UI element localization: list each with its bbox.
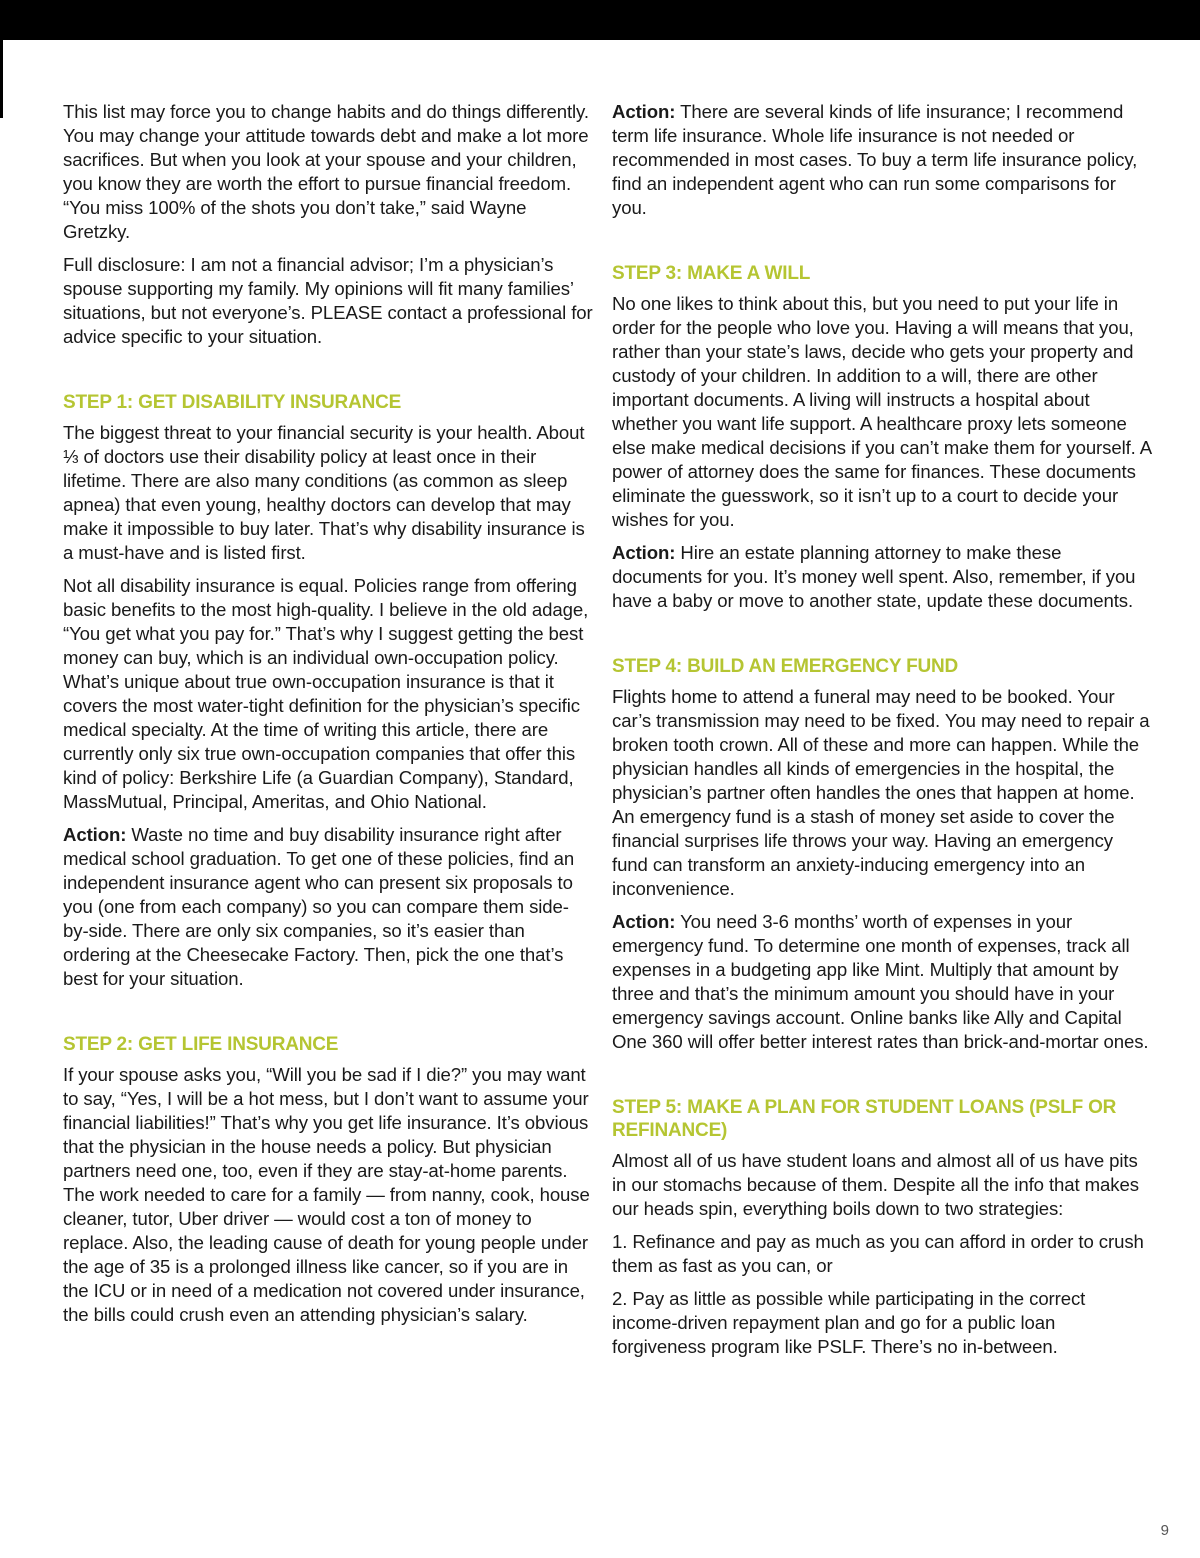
left-column [63, 100, 593, 1336]
step1-action-paragraph [63, 823, 593, 991]
step3-action-text: Hire an estate planning attorney to make these documents for you. It’s money well spent. Also, remember, if you have a baby or move to another state, update these documents. [612, 542, 1136, 611]
step5-option-1: 1. Refinance and pay as much as you can afford in order to crush them as fast as you can, or [612, 1231, 1144, 1276]
step2-heading: STEP 2: GET LIFE INSURANCE [63, 1034, 339, 1055]
step2-action-text: There are several kinds of life insurance; I recommend term life insurance. Whole life insurance is not needed or recommended in most cases. To buy a term life insurance policy, find an independent agent who can run some comparisons for you. [612, 101, 1138, 218]
step1-paragraph-2: Not all disability insurance is equal. Policies range from offering basic benefits to the most high-quality. I believe in the old adage, “You get what you pay for.” That’s why I suggest getting the best money can buy, which is an individual own-occupation policy. What’s unique about true own-occupation insurance is that it covers the most water-tight definition for the physician’s specific medical specialty. At the time of writing this article, there are currently only six true own-occupation companies that offer this kind of policy: Berkshire Life (a Guardian Company), Standard, MassMutual, Principal, Ameritas, and Ohio National. [63, 575, 589, 812]
top-black-bar [0, 0, 1200, 40]
intro-paragraph-1: This list may force you to change habits and do things differently. You may change your attitude towards debt and make a lot more sacrifices. But when you look at your spouse and your children, you know they are worth the effort to pursue financial freedom. “You miss 100% of the shots you don’t take,” said Wayne Gretzky. [63, 101, 589, 242]
action-label: Action: [63, 824, 127, 845]
step4-paragraph-1: Flights home to attend a funeral may need to be booked. Your car’s transmission may need to be fixed. You may need to repair a broken tooth crown. All of these and more can happen. While the physician handles all kinds of emergencies in the hospital, the physician’s partner often handles the ones that happen at home. An emergency fund is a stash of money set aside to cover the financial surprises life throws your way. Having an emergency fund can transform an anxiety-inducing emergency into an inconvenience. [612, 686, 1150, 899]
step5-heading: STEP 5: MAKE A PLAN FOR STUDENT LOANS (PSLF OR REFINANCE) [612, 1097, 1117, 1141]
action-label: Action: [612, 911, 676, 932]
intro-disclosure-paragraph: Full disclosure: I am not a financial advisor; I’m a physician’s spouse supporting my family. My opinions will fit many families’ situations, but not everyone’s. PLEASE contact a professional for advice specific to your situation. [63, 254, 593, 347]
step1-paragraph-1: The biggest threat to your financial security is your health. About ⅓ of doctors use their disability policy at least once in their lifetime. There are also many conditions (as common as sleep apnea) that even young, healthy doctors can develop that may make it impossible to buy later. That’s why disability insurance is a must-have and is listed first. [63, 422, 585, 563]
page-number: 9 [1160, 1522, 1169, 1539]
step1-action-text: Waste no time and buy disability insurance right after medical school graduation. To get one of these policies, find an independent insurance agent who can present six proposals to you (one from each company) so you can compare them side-by-side. There are only six companies, so it’s easier than ordering at the Cheesecake Factory. Then, pick the one that’s best for your situation. [63, 824, 575, 989]
step3-heading: STEP 3: MAKE A WILL [612, 263, 811, 284]
step3-action-paragraph [612, 541, 1152, 613]
right-column [612, 100, 1152, 1368]
step4-action-text: You need 3-6 months’ worth of expenses in your emergency fund. To determine one month of expenses, track all expenses in a budgeting app like Mint. Multiply that amount by three and that’s the minimum amount you should have in your emergency savings account. Online banks like Ally and Capital One 360 will offer better interest rates than brick-and-mortar ones. [612, 911, 1149, 1052]
step5-option-2: 2. Pay as little as possible while participating in the correct income-driven repayment plan and go for a public loan forgiveness program like PSLF. There’s no in-between. [612, 1288, 1086, 1357]
step2-paragraph-1: If your spouse asks you, “Will you be sad if I die?” you may want to say, “Yes, I will be a hot mess, but I don’t want to assume your financial liabilities!” That’s why you get life insurance. It’s obvious that the physician in the house needs a policy. But physician partners need one, too, even if they are stay-at-home parents. The work needed to care for a family — from nanny, cook, house cleaner, tutor, Uber driver — would cost a ton of money to replace. Also, the leading cause of death for young people under the age of 35 is a prolonged illness like cancer, so if you are in the ICU or in need of a medication not covered under insurance, the bills could crush even an attending physician’s salary. [63, 1064, 590, 1325]
left-edge-rule [0, 40, 3, 118]
step3-paragraph-1: No one likes to think about this, but you need to put your life in order for the people who love you. Having a will means that you, rather than your state’s laws, decide who gets your property and custody of your children. In addition to a will, there are other important documents. A living will instructs a hospital about whether you want life support. A healthcare proxy lets someone else make medical decisions if you can’t make them for yourself. A power of attorney does the same for finances. These documents eliminate the guesswork, so it isn’t up to a court to decide your wishes for you. [612, 293, 1152, 530]
action-label: Action: [612, 101, 676, 122]
step5-paragraph-1: Almost all of us have student loans and almost all of us have pits in our stomachs because of them. Despite all the info that makes our heads spin, everything boils down to two strategies: [612, 1150, 1139, 1219]
action-label: Action: [612, 542, 676, 563]
step1-heading: STEP 1: GET DISABILITY INSURANCE [63, 392, 402, 413]
step4-heading: STEP 4: BUILD AN EMERGENCY FUND [612, 656, 959, 677]
step4-action-paragraph [612, 910, 1152, 1054]
step2-action-paragraph [612, 100, 1152, 220]
